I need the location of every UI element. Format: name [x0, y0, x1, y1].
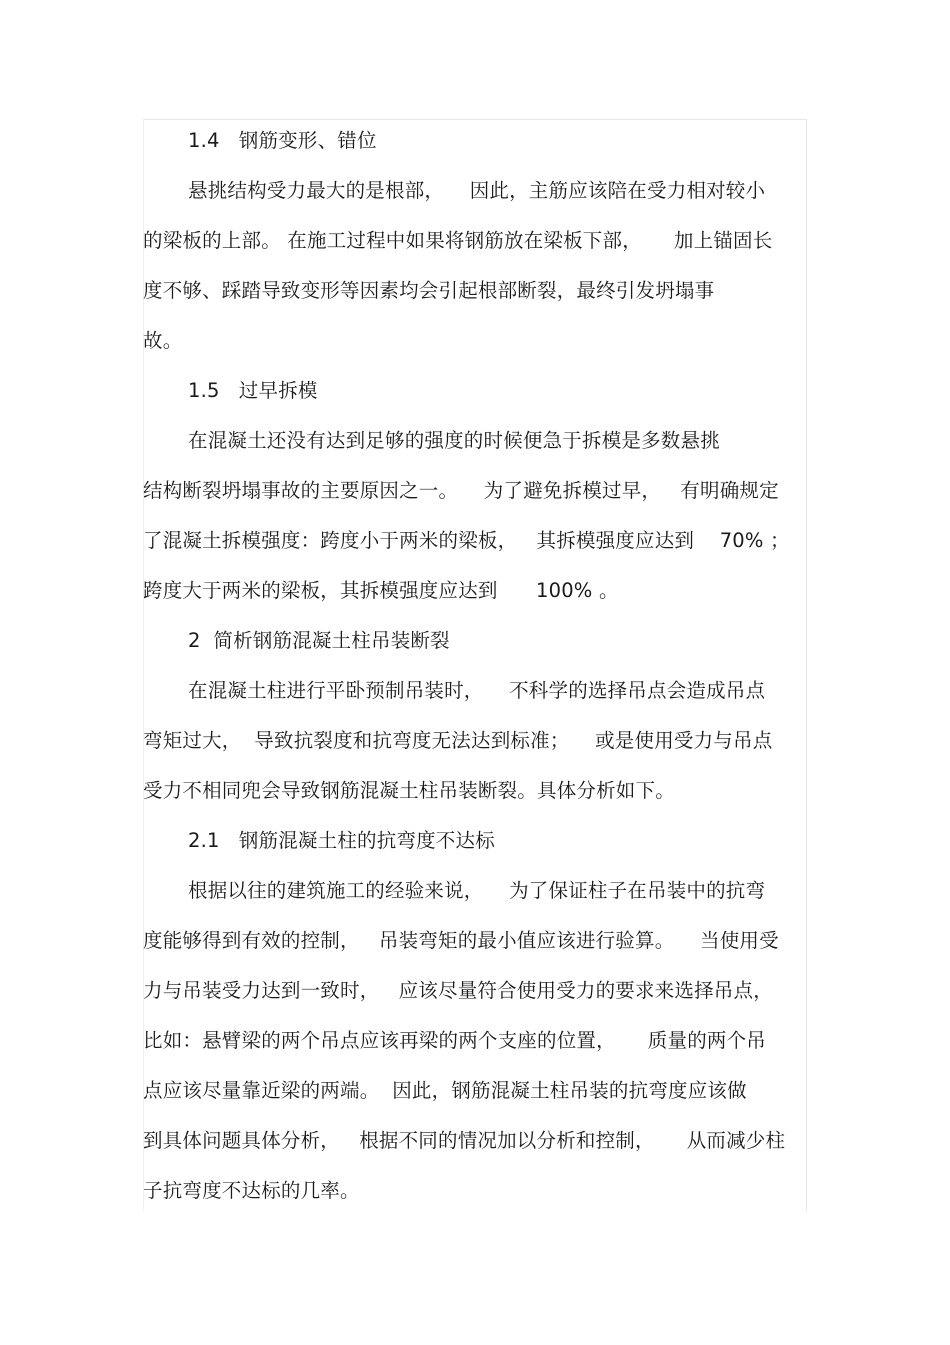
paragraph-line: 故。 [143, 329, 183, 352]
paragraph-line: 受力不相同兜会导致钢筋混凝土柱吊装断裂。具体分析如下。 [143, 779, 675, 802]
section-heading-2-1: 2.1 钢筋混凝土柱的抗弯度不达标 [188, 829, 495, 852]
paragraph-line: 了混凝土拆模强度：跨度小于两米的梁板， 其拆模强度应达到 70% ； [143, 529, 790, 552]
paragraph-line: 在混凝土还没有达到足够的强度的时候便急于拆模是多数悬挑 [188, 429, 720, 452]
paragraph-line: 悬挑结构受力最大的是根部， 因此，主筋应该陪在受力相对较小 [188, 179, 766, 202]
section-heading-1-4: 1.4 钢筋变形、错位 [188, 129, 377, 152]
paragraph-line: 点应该尽量靠近梁的两端。 因此，钢筋混凝土柱吊装的抗弯度应该做 [143, 1079, 747, 1102]
paragraph-line: 度能够得到有效的控制， 吊装弯矩的最小值应该进行验算。 当使用受 [143, 929, 779, 952]
paragraph-line: 子抗弯度不达标的几率。 [143, 1179, 360, 1202]
paragraph-line: 根据以往的建筑施工的经验来说， 为了保证柱子在吊装中的抗弯 [188, 879, 766, 902]
section-heading-1-5: 1.5 过早拆模 [188, 379, 318, 402]
paragraph-line: 弯矩过大， 导致抗裂度和抗弯度无法达到标准； 或是使用受力与吊点 [143, 729, 773, 752]
paragraph-line: 跨度大于两米的梁板，其拆模强度应达到 100% 。 [143, 579, 619, 602]
paragraph-line: 度不够、踩踏导致变形等因素均会引起根部断裂，最终引发坍塌事 [143, 279, 715, 302]
paragraph-line: 力与吊装受力达到一致时， 应该尽量符合使用受力的要求来选择吊点， [143, 979, 773, 1002]
paragraph-line: 在混凝土柱进行平卧预制吊装时， 不科学的选择吊点会造成吊点 [188, 679, 766, 702]
section-heading-2: 2 简析钢筋混凝土柱吊装断裂 [188, 629, 450, 652]
paragraph-line: 的梁板的上部。 在施工过程中如果将钢筋放在梁板下部， 加上锚固长 [143, 229, 773, 252]
paragraph-line: 结构断裂坍塌事故的主要原因之一。 为了避免拆模过早， 有明确规定 [143, 479, 779, 502]
paragraph-line: 到具体问题具体分析， 根据不同的情况加以分析和控制， 从而减少柱 [143, 1129, 786, 1152]
paragraph-line: 比如：悬臂梁的两个吊点应该再梁的两个支座的位置， 质量的两个吊 [143, 1029, 766, 1052]
